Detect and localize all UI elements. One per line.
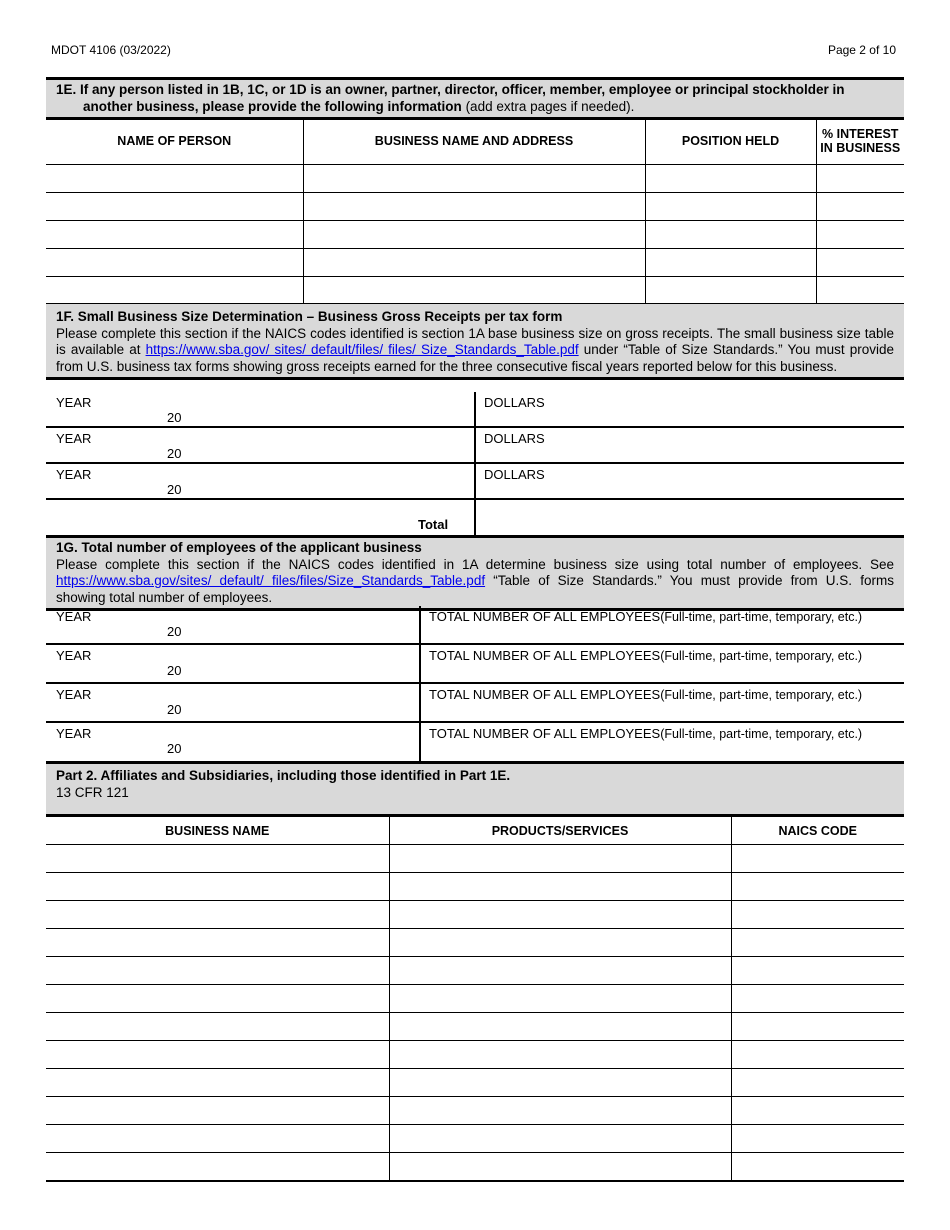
employees-row [46, 684, 904, 723]
employees-field[interactable] [421, 723, 904, 762]
col-name-of-person: NAME OF PERSON [46, 118, 303, 165]
employees-field[interactable] [421, 684, 904, 721]
name-cell[interactable] [46, 277, 303, 304]
part2-table [46, 816, 904, 1182]
section-1f-header [46, 304, 904, 380]
section-1f-title: 1F. Small Business Size Determination – Business Gross Receipts per tax form [56, 309, 563, 324]
year-prefix: 20 [167, 446, 182, 461]
table-row [46, 957, 904, 985]
employees-label: TOTAL NUMBER OF ALL EMPLOYEES [429, 648, 661, 663]
table-row [46, 277, 904, 304]
section-1f-instructions: Please complete this section if the NAICS codes identified is section 1A base business size on gross receipts. The small business size table is available at https://www.sba.gov/ sites/ default/files/ files/ Size_Standards_Table.pdf under “Table of Size Standards.” You must provide from U.S. business tax forms showing gross receipts earned for the three consecutive fiscal years reported below for this business. [56, 325, 894, 374]
table-row [46, 1153, 904, 1181]
employees-sublabel: (Full-time, part-time, temporary, etc.) [660, 688, 863, 702]
business-name-cell[interactable] [46, 873, 389, 901]
business-name-cell[interactable] [46, 1013, 389, 1041]
year-label: YEAR [56, 609, 92, 624]
products-services-cell[interactable] [389, 1153, 731, 1181]
employees-label: TOTAL NUMBER OF ALL EMPLOYEES [429, 609, 661, 624]
interest-cell[interactable] [816, 277, 904, 304]
year-field[interactable] [46, 392, 476, 426]
name-cell[interactable] [46, 221, 303, 249]
products-services-cell[interactable] [389, 1125, 731, 1153]
table-row [46, 985, 904, 1013]
table-row [46, 845, 904, 873]
year-prefix: 20 [167, 624, 182, 639]
year-field[interactable] [46, 645, 421, 682]
employees-label: TOTAL NUMBER OF ALL EMPLOYEES [429, 687, 661, 702]
naics-code-cell[interactable] [731, 985, 904, 1013]
total-field[interactable] [476, 500, 904, 536]
year-field[interactable] [46, 464, 476, 498]
employees-label: TOTAL NUMBER OF ALL EMPLOYEES [429, 726, 661, 741]
year-label: YEAR [56, 467, 92, 482]
interest-cell[interactable] [816, 193, 904, 221]
position-cell[interactable] [645, 277, 816, 304]
interest-cell[interactable] [816, 165, 904, 193]
business-cell[interactable] [303, 277, 645, 304]
business-cell[interactable] [303, 249, 645, 277]
total-row [46, 500, 904, 536]
year-prefix: 20 [167, 663, 182, 678]
year-label: YEAR [56, 726, 92, 741]
naics-code-cell[interactable] [731, 1041, 904, 1069]
year-label: YEAR [56, 395, 92, 410]
receipts-row [46, 428, 904, 464]
employees-row [46, 645, 904, 684]
naics-code-cell[interactable] [731, 901, 904, 929]
page-number: Page 2 of 10 [827, 43, 896, 57]
business-cell[interactable] [303, 193, 645, 221]
size-standards-link-1f[interactable]: https://www.sba.gov/ sites/ default/files/ files/ Size_Standards_Table.pdf [145, 342, 579, 357]
col-products-services: PRODUCTS/SERVICES [389, 817, 731, 845]
business-name-cell[interactable] [46, 845, 389, 873]
col-percent-interest-label: % INTEREST IN BUSINESS [820, 127, 901, 155]
naics-code-cell[interactable] [731, 1097, 904, 1125]
table-row [46, 1013, 904, 1041]
section-1e-table [46, 117, 904, 305]
year-prefix: 20 [167, 410, 182, 425]
name-cell[interactable] [46, 193, 303, 221]
business-name-cell[interactable] [46, 1069, 389, 1097]
position-cell[interactable] [645, 221, 816, 249]
section-1g-title: 1G. Total number of employees of the applicant business [56, 540, 422, 555]
col-naics-code: NAICS CODE [731, 817, 904, 845]
position-cell[interactable] [645, 165, 816, 193]
business-name-cell[interactable] [46, 1041, 389, 1069]
table-row [46, 1097, 904, 1125]
year-label: YEAR [56, 648, 92, 663]
col-position-held: POSITION HELD [645, 118, 816, 165]
products-services-cell[interactable] [389, 957, 731, 985]
section-1g-header [46, 535, 904, 611]
business-name-cell[interactable] [46, 1153, 389, 1181]
part2-subtitle: 13 CFR 121 [56, 784, 129, 800]
table-row [46, 1069, 904, 1097]
section-1e-title-note: (add extra pages if needed). [461, 98, 635, 114]
year-field[interactable] [46, 723, 421, 762]
products-services-cell[interactable] [389, 845, 731, 873]
products-services-cell[interactable] [389, 873, 731, 901]
interest-cell[interactable] [816, 249, 904, 277]
size-standards-link-1g[interactable]: https://www.sba.gov/sites/ default/ files/files/Size_Standards_Table.pdf [56, 573, 486, 588]
part2-header [46, 761, 904, 817]
products-services-cell[interactable] [389, 985, 731, 1013]
year-field[interactable] [46, 606, 421, 643]
employees-field[interactable] [421, 645, 904, 682]
receipts-row [46, 392, 904, 428]
year-prefix: 20 [167, 482, 182, 497]
interest-cell[interactable] [816, 221, 904, 249]
employees-sublabel: (Full-time, part-time, temporary, etc.) [660, 649, 863, 663]
table-row [46, 221, 904, 249]
products-services-cell[interactable] [389, 929, 731, 957]
naics-code-cell[interactable] [731, 957, 904, 985]
year-field[interactable] [46, 684, 421, 721]
business-name-cell[interactable] [46, 985, 389, 1013]
year-prefix: 20 [167, 741, 182, 756]
naics-code-cell[interactable] [731, 929, 904, 957]
business-name-cell[interactable] [46, 957, 389, 985]
employees-sublabel: (Full-time, part-time, temporary, etc.) [660, 610, 863, 624]
name-cell[interactable] [46, 249, 303, 277]
receipts-row [46, 464, 904, 500]
products-services-cell[interactable] [389, 1097, 731, 1125]
business-name-cell[interactable] [46, 1125, 389, 1153]
naics-code-cell[interactable] [731, 1013, 904, 1041]
products-services-cell[interactable] [389, 1041, 731, 1069]
products-services-cell[interactable] [389, 901, 731, 929]
col-percent-interest [816, 118, 904, 165]
col-business-name: BUSINESS NAME [46, 817, 389, 845]
section-1e-title: 1E. If any person listed in 1B, 1C, or 1D is an owner, partner, director, officer, member, employee or principal stockholder in [56, 82, 845, 97]
dollars-field[interactable] [476, 392, 904, 426]
year-label: YEAR [56, 687, 92, 702]
year-field[interactable] [46, 428, 476, 462]
products-services-cell[interactable] [389, 1013, 731, 1041]
business-name-cell[interactable] [46, 901, 389, 929]
col-business-name-address: BUSINESS NAME AND ADDRESS [303, 118, 645, 165]
naics-code-cell[interactable] [731, 1153, 904, 1181]
table-row [46, 193, 904, 221]
table-row [46, 901, 904, 929]
dollars-label: DOLLARS [484, 467, 545, 482]
naics-code-cell[interactable] [731, 845, 904, 873]
position-cell[interactable] [645, 193, 816, 221]
section-1e-header [46, 77, 904, 120]
table-row [46, 249, 904, 277]
table-row [46, 873, 904, 901]
dollars-field[interactable] [476, 464, 904, 498]
naics-code-cell[interactable] [731, 1069, 904, 1097]
business-name-cell[interactable] [46, 929, 389, 957]
year-label: YEAR [56, 431, 92, 446]
products-services-cell[interactable] [389, 1069, 731, 1097]
employees-sublabel: (Full-time, part-time, temporary, etc.) [660, 727, 863, 741]
business-cell[interactable] [303, 165, 645, 193]
position-cell[interactable] [645, 249, 816, 277]
section-1g-instructions: Please complete this section if the NAICS codes identified in 1A determine business size using total number of employees. See https://www.sba.gov/sites/ default/ files/files/Size_Standards_Table.pdf “Table of Size Standards.” You must provide from U.S. forms showing total number of employees. [56, 556, 894, 605]
table-row [46, 929, 904, 957]
part2-title: Part 2. Affiliates and Subsidiaries, including those identified in Part 1E. [56, 768, 511, 783]
total-label: Total [418, 517, 449, 532]
business-name-cell[interactable] [46, 1097, 389, 1125]
table-row [46, 1041, 904, 1069]
dollars-field[interactable] [476, 428, 904, 462]
section-1e-title-cont: another business, please provide the following information [83, 98, 462, 114]
table-row [46, 1125, 904, 1153]
dollars-label: DOLLARS [484, 395, 545, 410]
employees-row [46, 723, 904, 762]
name-cell[interactable] [46, 165, 303, 193]
naics-code-cell[interactable] [731, 873, 904, 901]
dollars-label: DOLLARS [484, 431, 545, 446]
employees-field[interactable] [421, 606, 904, 643]
year-prefix: 20 [167, 702, 182, 717]
table-row [46, 165, 904, 193]
form-id: MDOT 4106 (03/2022) [51, 43, 171, 57]
naics-code-cell[interactable] [731, 1125, 904, 1153]
business-cell[interactable] [303, 221, 645, 249]
employees-row [46, 606, 904, 645]
